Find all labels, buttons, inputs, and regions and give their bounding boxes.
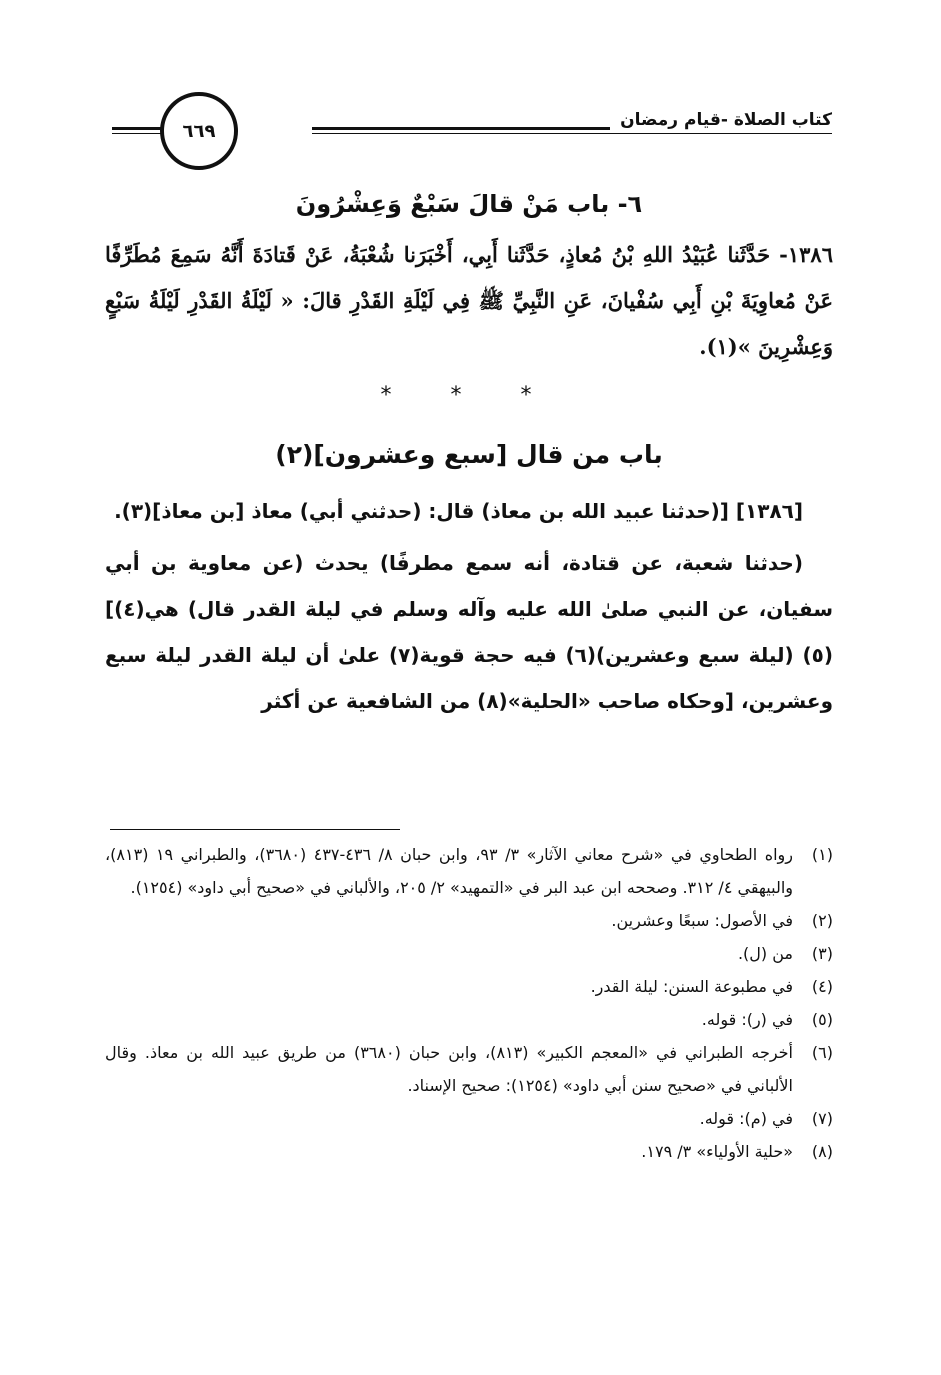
page-header xyxy=(112,80,832,172)
footnote-text: رواه الطحاوي في «شرح معاني الآثار» ٣/ ٩٣، وابن حبان ٨/ ٤٣٦-٤٣٧ (٣٦٨٠)، والطبراني ١٩ (٨١٣)، والبيهقي ٤/ ٣١٢. وصححه ابن عبد البر في «التمهيد» ٢/ ٢٠٥، والألباني في «صحيح أبي داود» (١٢٥٤). xyxy=(105,845,794,897)
header-rule-left xyxy=(112,127,162,130)
footnote xyxy=(105,1003,833,1036)
footnote-number: (٨) xyxy=(811,1142,833,1161)
footnote xyxy=(105,838,833,904)
footnote-text: «حلية الأولياء» ٣/ ١٧٩. xyxy=(641,1142,793,1161)
footnote-text: في (م): قوله. xyxy=(699,1109,793,1128)
footnote-text: في (ر): قوله. xyxy=(701,1010,793,1029)
footnote xyxy=(105,1036,833,1102)
header-rule-left-thin xyxy=(112,133,162,134)
footnote-text: في الأصول: سبعًا وعشرين. xyxy=(611,911,793,930)
footnote xyxy=(105,1135,833,1168)
commentary-paragraph: (حدثنا شعبة، عن قتادة، أنه سمع مطرفًا) يحدث (عن معاوية بن أبي سفيان، عن النبي صلىٰ الله عليه وآله وسلم في ليلة القدر قال) هي(٤)](٥) (ليلة سبع وعشرين)(٦) فيه حجة قوية(٧) علىٰ أن ليلة القدر ليلة سبع وعشرين، [وحكاه صاحب «الحلية»(٨) من الشافعية عن أكثر xyxy=(105,551,833,713)
header-rule-thin xyxy=(312,133,832,134)
section-separator: * * * xyxy=(380,383,558,408)
footnote xyxy=(105,937,833,970)
page-number xyxy=(160,92,238,170)
hadith-text: ١٣٨٦- حَدَّثَنا عُبَيْدُ اللهِ بْنُ مُعاذٍ، حَدَّثَنا أَبِي، أَخْبَرَنا شُعْبَةُ، عَنْ قَتادَةَ أَنَّهُ سَمِعَ مُطَرِّفًا عَنْ مُعاوِيَةَ بْنِ أَبِي سُفْيانَ، عَنِ النَّبِيِّ ﷺ فِي لَيْلَةِ القَدْرِ قالَ: « لَيْلَةُ القَدْرِ لَيْلَةُ سَبْعٍ وَعِشْرِينَ »(١). xyxy=(105,242,833,359)
running-title: كتاب الصلاة -قيام رمضان xyxy=(610,110,832,130)
footnote-number: (٤) xyxy=(811,977,833,996)
footnote-number: (٧) xyxy=(811,1109,833,1128)
commentary-chapter-title: باب من قال [سبع وعشرون](٢) xyxy=(275,440,663,469)
footnote-number: (٦) xyxy=(811,1043,833,1062)
footnote-text: في مطبوعة السنن: ليلة القدر. xyxy=(590,977,793,996)
footnote-number: (١) xyxy=(811,845,833,864)
hadith-chapter-title: ٦- باب مَنْ قالَ سَبْعٌ وَعِشْرُونَ xyxy=(295,190,643,218)
commentary-paragraph: [١٣٨٦] [(حدثنا عبيد الله بن معاذ) قال: (حدثني أبي) معاذ [بن معاذ](٣). xyxy=(114,499,803,523)
footnote-text: أخرجه الطبراني في «المعجم الكبير» (٨١٣)، وابن حبان (٣٦٨٠) من طريق عبيد الله بن معاذ. وقال الألباني في «صحيح سنن أبي داود» (١٢٥٤): صحيح الإسناد. xyxy=(105,1043,794,1095)
footnote-number: (٥) xyxy=(811,1010,833,1029)
footnotes-list xyxy=(105,838,833,1168)
footnote-divider xyxy=(110,829,400,830)
page-number-text: ٦٦٩ xyxy=(182,120,216,142)
main-content xyxy=(105,182,833,730)
footnote-number: (٢) xyxy=(811,911,833,930)
footnote xyxy=(105,904,833,937)
footnote xyxy=(105,1102,833,1135)
footnote-number: (٣) xyxy=(811,944,833,963)
footnote xyxy=(105,970,833,1003)
footnote-text: من (ل). xyxy=(737,944,793,963)
